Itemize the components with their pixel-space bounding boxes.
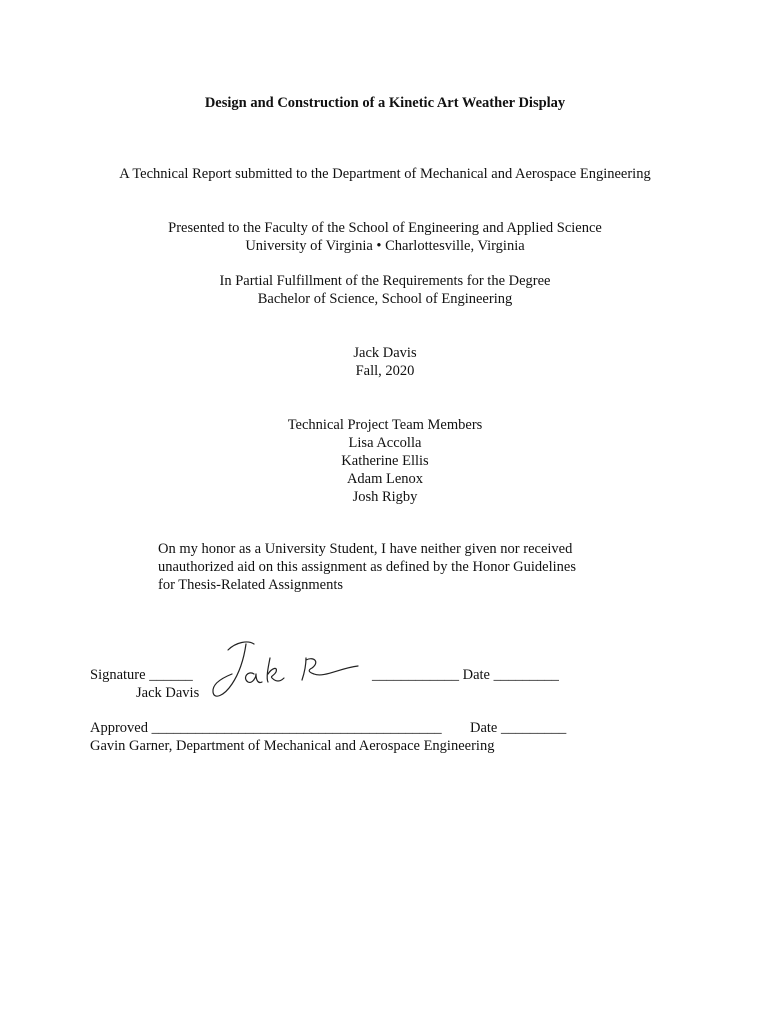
presented-line-1: Presented to the Faculty of the School of Engineering and Applied Science xyxy=(168,220,602,236)
presented-to-block xyxy=(0,219,770,255)
honor-pledge-line-2: unauthorized aid on this assignment as defined by the Honor Guidelines xyxy=(158,559,576,575)
honor-pledge-line-3: for Thesis-Related Assignments xyxy=(158,577,343,593)
signature-date-field: ____________ Date _________ xyxy=(372,667,559,683)
fulfillment-line-2: Bachelor of Science, School of Engineering xyxy=(257,291,513,307)
fulfillment-line-1: In Partial Fulfillment of the Requirements for the Degree xyxy=(219,273,551,289)
approval-date-field: Date _________ xyxy=(470,720,567,736)
author-block xyxy=(0,344,770,380)
author-term: Fall, 2020 xyxy=(355,363,415,379)
presented-line-2: University of Virginia • Charlottesville, Virginia xyxy=(245,238,525,254)
approver-name: Gavin Garner, Department of Mechanical and Aerospace Engineering xyxy=(90,738,495,754)
signature-label: Signature ______ xyxy=(90,667,193,683)
team-member: Lisa Accolla xyxy=(348,435,422,451)
report-submission-line: A Technical Report submitted to the Department of Mechanical and Aerospace Engineering xyxy=(119,166,651,182)
team-members-block xyxy=(0,416,770,506)
fulfillment-block xyxy=(0,272,770,308)
author-name: Jack Davis xyxy=(353,345,417,361)
team-member: Adam Lenox xyxy=(346,471,424,487)
document-title: Design and Construction of a Kinetic Art Weather Display xyxy=(204,95,566,111)
honor-pledge-line-1: On my honor as a University Student, I have neither given nor received xyxy=(158,541,573,557)
team-member: Katherine Ellis xyxy=(341,453,429,469)
signatory-name: Jack Davis xyxy=(136,685,200,701)
approval-label: Approved ________________________________________ xyxy=(90,720,442,736)
team-member: Josh Rigby xyxy=(352,489,418,505)
team-heading: Technical Project Team Members xyxy=(287,417,483,433)
handwritten-signature xyxy=(210,638,370,704)
honor-pledge xyxy=(158,540,678,594)
